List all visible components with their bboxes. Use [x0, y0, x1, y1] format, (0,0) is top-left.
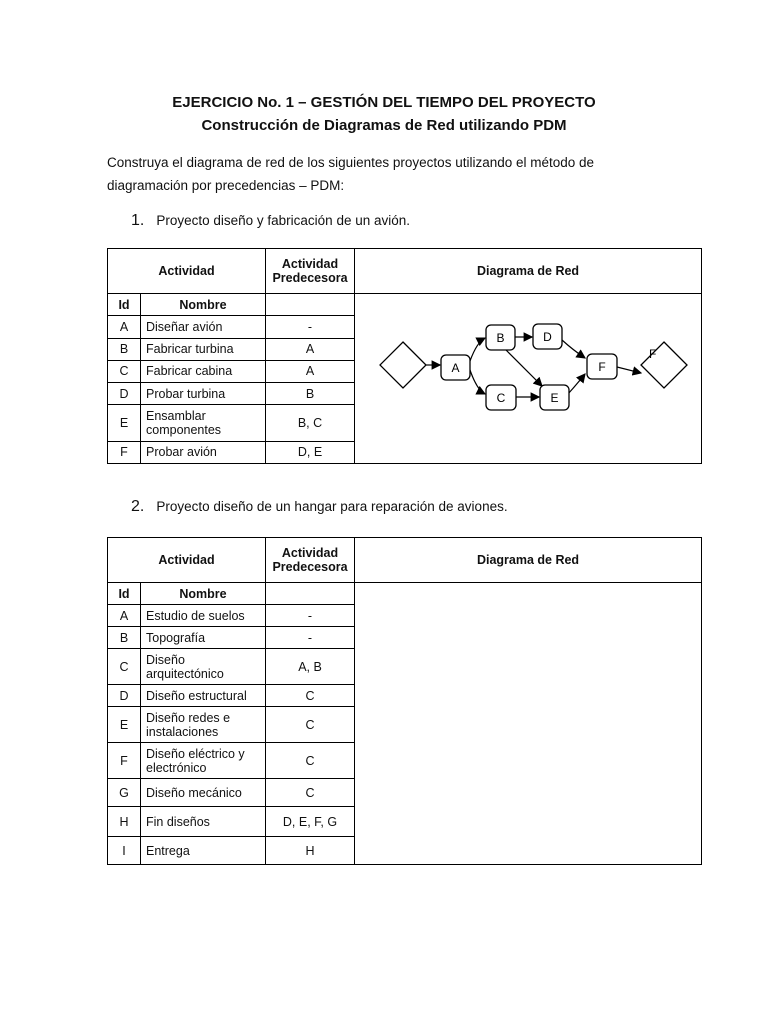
row-name: Fabricar cabina [141, 360, 266, 382]
svg-text:D: D [543, 330, 552, 344]
project1-title: Proyecto diseño y fabricación de un avión. [156, 213, 410, 228]
instructions: Construya el diagrama de red de los siguientes proyectos utilizando el método de diagramación por precedencias – PDM: [107, 155, 595, 193]
project2-number: 2. [131, 498, 145, 515]
row-pred: - [266, 316, 355, 338]
row-id: E [108, 405, 141, 441]
node-d [533, 324, 562, 349]
network-diagram-cell-empty [355, 583, 702, 865]
row-pred: B, C [266, 405, 355, 441]
row-pred: D, E, F, G [266, 807, 355, 837]
node-f [587, 354, 617, 379]
project2-heading [131, 498, 508, 516]
project2-title: Proyecto diseño de un hangar para reparación de aviones. [156, 499, 508, 514]
row-name: Diseño arquitectónico [141, 649, 266, 685]
header-predecesora: Actividad Predecesora [266, 249, 355, 294]
row-id: A [108, 605, 141, 627]
header-id: Id [108, 583, 141, 605]
row-pred: C [266, 743, 355, 779]
row-pred: H [266, 837, 355, 865]
header-actividad: Actividad [108, 249, 266, 294]
row-name: Estudio de suelos [141, 605, 266, 627]
network-diagram-cell [355, 294, 702, 464]
node-b [486, 325, 515, 350]
network-diagram [355, 294, 701, 460]
svg-text:B: B [496, 331, 505, 345]
row-id: I [108, 837, 141, 865]
row-name: Entrega [141, 837, 266, 865]
row-pred: D, E [266, 441, 355, 463]
row-id: H [108, 807, 141, 837]
row-pred: A [266, 338, 355, 360]
project2-table [107, 537, 702, 865]
row-id: D [108, 685, 141, 707]
row-id: G [108, 779, 141, 807]
row-pred: C [266, 779, 355, 807]
row-pred: A, B [266, 649, 355, 685]
header-blank [266, 583, 355, 605]
row-name: Ensamblar componentes [141, 405, 266, 441]
project1-number: 1. [131, 212, 145, 229]
header-diagrama: Diagrama de Red [355, 538, 702, 583]
project1-heading [131, 212, 410, 230]
row-name: Fin diseños [141, 807, 266, 837]
row-pred: - [266, 627, 355, 649]
node-a [441, 355, 470, 380]
row-name: Diseño eléctrico y electrónico [141, 743, 266, 779]
node-c [486, 385, 516, 410]
row-pred: B [266, 383, 355, 405]
row-name: Probar avión [141, 441, 266, 463]
header-blank [266, 294, 355, 316]
row-id: E [108, 707, 141, 743]
row-name: Diseñar avión [141, 316, 266, 338]
header-actividad: Actividad [108, 538, 266, 583]
row-id: D [108, 383, 141, 405]
row-id: B [108, 338, 141, 360]
row-id: C [108, 360, 141, 382]
svg-text:F: F [598, 360, 606, 374]
header-id: Id [108, 294, 141, 316]
project1-table [107, 248, 702, 464]
row-pred: C [266, 707, 355, 743]
node-e [540, 385, 569, 410]
svg-text:C: C [496, 391, 506, 405]
row-pred: A [266, 360, 355, 382]
row-name: Topografía [141, 627, 266, 649]
exercise-subtitle: Construcción de Diagramas de Red utilizando PDM [201, 117, 567, 134]
end-node [641, 342, 687, 388]
header-nombre: Nombre [141, 294, 266, 316]
end-node-label: F [649, 347, 657, 361]
start-node [380, 342, 426, 388]
row-pred: - [266, 605, 355, 627]
exercise-title: EJERCICIO No. 1 – GESTIÓN DEL TIEMPO DEL PROYECTO [172, 94, 596, 111]
row-name: Diseño estructural [141, 685, 266, 707]
row-name: Diseño mecánico [141, 779, 266, 807]
row-name: Fabricar turbina [141, 338, 266, 360]
row-name: Probar turbina [141, 383, 266, 405]
row-id: B [108, 627, 141, 649]
row-id: F [108, 441, 141, 463]
row-id: C [108, 649, 141, 685]
header-nombre: Nombre [141, 583, 266, 605]
row-pred: C [266, 685, 355, 707]
svg-text:E: E [550, 391, 559, 405]
header-diagrama: Diagrama de Red [355, 249, 702, 294]
row-name: Diseño redes e instalaciones [141, 707, 266, 743]
svg-text:A: A [451, 361, 460, 375]
header-predecesora: Actividad Predecesora [266, 538, 355, 583]
row-id: F [108, 743, 141, 779]
row-id: A [108, 316, 141, 338]
